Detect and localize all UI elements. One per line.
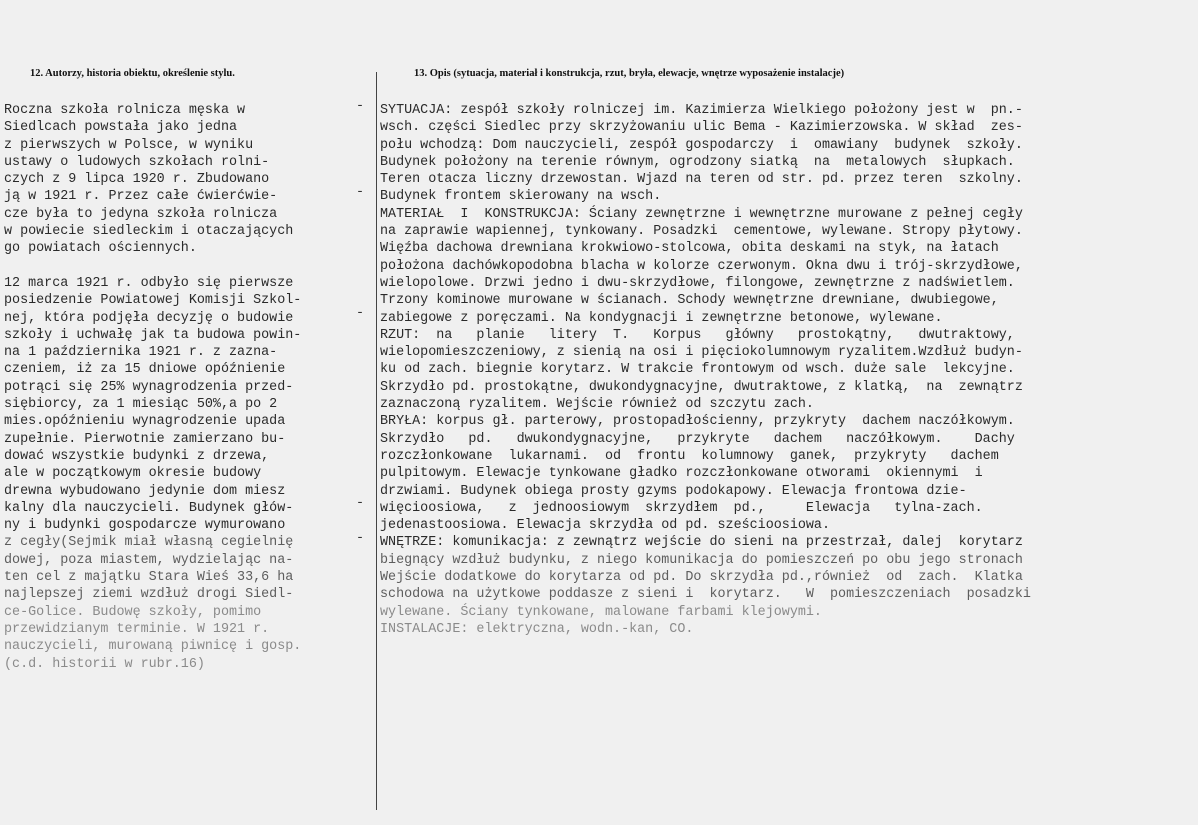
text-line: Więźba dachowa drewniana krokwiowo-stolcowa, obita deskami na styk, na łatach	[380, 241, 999, 257]
text-line: zabiegowe z poręczami. Na kondygnacji i zewnętrzne betonowe, wylewane.	[380, 310, 943, 326]
text-line: mies.opóźnieniu wynagrodzenie upada	[4, 414, 286, 430]
text-line: szkoły i uchwałę jak ta budowa powin-	[4, 327, 302, 343]
text-line: czeniem, iż za 15 dniowe opóźnienie	[4, 362, 286, 378]
dash-mark: -	[356, 99, 365, 114]
text-line: Teren otacza liczny drzewostan. Wjazd na teren od str. pd. przez teren szkolny.	[380, 172, 1023, 188]
text-line: więcioosiowa, z jednoosiowym skrzydłem pd., Elewacja tylna-zach.	[380, 500, 983, 516]
text-line: SYTUACJA: zespół szkoły rolniczej im. Kazimierza Wielkiego położony jest w pn.-	[380, 103, 1023, 118]
text-line: z pierwszych w Polsce, w wyniku	[4, 137, 254, 153]
text-line: czych z 9 lipca 1920 r. Zbudowano	[4, 172, 270, 188]
text-line: nej, która podjęła decyzję o budowie	[4, 310, 294, 326]
text-line: biegnący wzdłuż budynku, z niego komunikacja do pomieszczeń po obu jego stronach	[380, 552, 1023, 568]
dash-mark: -	[356, 185, 365, 200]
section-12-header: 12. Autorzy, historia obiektu, określenie stylu.	[30, 68, 235, 79]
dash-mark: -	[356, 531, 365, 546]
text-line: ustawy o ludowych szkołach rolni-	[4, 154, 270, 170]
text-line: ce-Golice. Budowę szkoły, pomimo	[4, 604, 262, 620]
text-line: (c.d. historii w rubr.16)	[4, 656, 205, 672]
text-line: drewna wybudowano jedynie dom miesz	[4, 483, 286, 499]
text-line: wielopomieszczeniowy, z sienią na osi i pięciokolumnowym ryzalitem.Wzdłuż budyn-	[380, 345, 1023, 361]
text-line: potrąci się 25% wynagrodzenia przed-	[4, 379, 294, 395]
text-line: na zaprawie wapiennej, tynkowany. Posadzki cementowe, wylewane. Stropy płytowy.	[380, 224, 1023, 240]
dash-mark: -	[356, 496, 365, 511]
text-line: wsch. części Siedlec przy skrzyżowaniu ulic Bema - Kazimierzowska. W skład zes-	[380, 120, 1023, 136]
text-line: wylewane. Ściany tynkowane, malowane farbami klejowymi.	[380, 604, 822, 620]
text-line: Wejście dodatkowe do korytarza od pd. Do skrzydła pd.,również od zach. Klatka	[380, 570, 1023, 586]
text-line: Skrzydło pd. prostokątne, dwukondygnacyjne, dwutraktowe, z klatką, na zewnątrz	[380, 379, 1023, 395]
text-line: z cegły(Sejmik miał własną cegielnię	[4, 535, 294, 551]
text-line: posiedzenie Powiatowej Komisji Szkol-	[4, 293, 302, 309]
text-line: zaznaczoną ryzalitem. Wejście również od szczytu zach.	[380, 397, 814, 413]
dash-mark: -	[356, 306, 365, 321]
text-line: ny i budynki gospodarcze wymurowano	[4, 518, 286, 534]
text-line: wielopolowe. Drzwi jedno i dwu-skrzydłowe, filongowe, zewnętrzne z nadświetlem.	[380, 275, 1015, 291]
text-line: Budynek frontem skierowany na wsch.	[380, 189, 662, 205]
text-line: pulpitowym. Elewacje tynkowane gładko rozczłonkowane otworami okiennymi i	[380, 466, 983, 482]
text-line: zupełnie. Pierwotnie zamierzano bu-	[4, 431, 286, 447]
text-line: drzwiami. Budynek obiega prosty gzyms podokapowy. Elewacja frontowa dzie-	[380, 483, 967, 499]
text-line: dować wszystkie budynki z drzewa,	[4, 448, 270, 464]
text-line: połu wchodzą: Dom nauczycieli, zespół gospodarczy i omawiany budynek szkoły.	[380, 137, 1023, 153]
text-line: ten cel z majątku Stara Wieś 33,6 ha	[4, 570, 294, 586]
text-line: nauczycieli, murowaną piwnicę i gosp.	[4, 639, 302, 655]
text-line: 12 marca 1921 r. odbyło się pierwsze	[4, 275, 294, 291]
text-line: w powiecie siedleckim i otaczających	[4, 224, 294, 240]
history-text-column	[4, 102, 364, 673]
text-line: siębiorcy, za 1 miesiąc 50%,a po 2	[4, 397, 278, 413]
text-line: na 1 października 1921 r. z zazna-	[4, 345, 278, 361]
text-line: rozczłonkowane lukarnami. od frontu kolumnowy ganek, przykryty dachem	[380, 448, 999, 464]
text-line: ku od zach. biegnie korytarz. W trakcie frontowym od wsch. duże sale lekcyjne.	[380, 362, 1015, 378]
text-line: cze była to jedyna szkoła rolnicza	[4, 206, 278, 222]
column-divider	[376, 72, 377, 810]
text-line: dowej, poza miastem, wydzielając na-	[4, 552, 294, 568]
text-line	[4, 258, 364, 275]
text-line: Trzony kominowe murowane w ścianach. Schody wewnętrzne drewniane, dwubiegowe,	[380, 293, 999, 309]
text-line: ale w początkowym okresie budowy	[4, 466, 262, 482]
text-line: BRYŁA: korpus gł. parterowy, prostopadłościenny, przykryty dachem naczółkowym.	[380, 414, 1015, 430]
text-line: INSTALACJE: elektryczna, wodn.-kan, CO.	[380, 621, 694, 637]
text-line: Siedlcach powstała jako jedna	[4, 120, 238, 136]
text-line: kalny dla nauczycieli. Budynek głów-	[4, 500, 294, 516]
text-line: WNĘTRZE: komunikacja: z zewnątrz wejście do sieni na przestrzał, dalej korytarz	[380, 535, 1023, 551]
text-line: MATERIAŁ I KONSTRUKCJA: Ściany zewnętrzne i wewnętrzne murowane z pełnej cegły	[380, 206, 1023, 222]
section-13-header: 13. Opis (sytuacja, materiał i konstrukcja, rzut, bryła, elewacje, wnętrze wyposażenie instalacje)	[414, 68, 845, 79]
text-line: schodowa na użytkowe poddasze z sieni i korytarz. W pomieszczeniach posadzki	[380, 587, 1031, 603]
text-line: ją w 1921 r. Przez całe ćwierćwie-	[4, 189, 278, 205]
text-line: najlepszej ziemi wzdłuż drogi Siedl-	[4, 587, 294, 603]
description-text-column	[380, 102, 1170, 638]
text-line: przewidzianym terminie. W 1921 r.	[4, 621, 270, 637]
text-line: Budynek położony na terenie równym, ogrodzony siatką na metalowych słupkach.	[380, 154, 1015, 170]
text-line: Skrzydło pd. dwukondygnacyjne, przykryte dachem naczółkowym. Dachy	[380, 431, 1015, 447]
text-line: RZUT: na planie litery T. Korpus główny prostokątny, dwutraktowy,	[380, 327, 1015, 343]
text-line: go powiatach ościennych.	[4, 241, 197, 257]
text-line: jedenastoosiowa. Elewacja skrzydła od pd. sześcioosiowa.	[380, 518, 830, 534]
text-line: położona dachówkopodobna blacha w kolorze czerwonym. Okna dwu i trój-skrzydłowe,	[380, 258, 1023, 274]
text-line: Roczna szkoła rolnicza męska w	[4, 103, 246, 118]
